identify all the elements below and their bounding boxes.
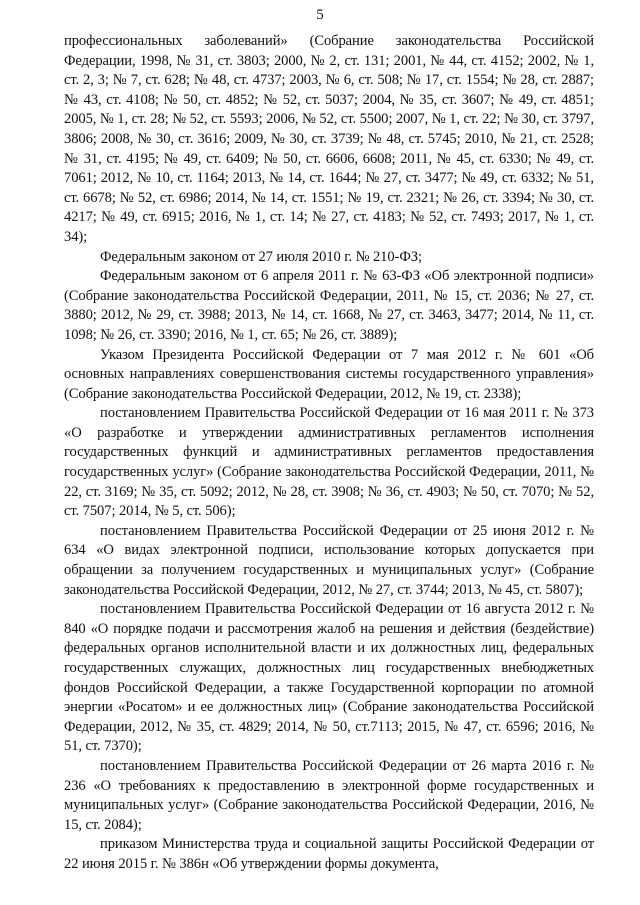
paragraph-continuation: профессиональных заболеваний» (Собрание законодательства Российской Федерации, 1998, № 31, ст. 3803; 2000, № 2, ст. 131; 2001, № 44, ст. 4152; 2002, № 1, ст. 2, 3; № 7, ст. 628; № 48, ст. 4737; 2003, № 6, ст. 508; № 17, ст. 1554; № 28, ст. 2887; № 43, ст. 4108; № 50, ст. 4852; № 52, ст. 5037; 2004, № 35, ст. 3607; № 49, ст. 4851; 2005, № 1, ст. 28; № 52, ст. 5593; 2006, № 52, ст. 5500; 2007, № 1, ст. 22; № 30, ст. 3797, 3806; 2008, № 30, ст. 3616; 2009, № 30, ст. 3739; № 48, ст. 5745; 2010, № 21, ст. 2528; № 31, ст. 4195; № 49, ст. 6409; № 50, ст. 6606, 6608; 2011, № 45, ст. 6330; № 49, ст. 7061; 2012, № 10, ст. 1164; 2013, № 14, ст. 1644; № 27, ст. 3477; № 49, ст. 6332; № 51, ст. 6678; № 52, ст. 6986; 2014, № 14, ст. 1551; № 19, ст. 2321; № 26, ст. 3394; № 30, ст. 4217; № 49, ст. 6915; 2016, № 1, ст. 14; № 27, ст. 4183; № 52, ст. 7493; 2017, № 1, ст. 34); [64,33,594,245]
paragraph-resolution-840: постановлением Правительства Российской Федерации от 16 августа 2012 г. № 840 «О порядке подачи и рассмотрения жалоб на решения и действия (бездействие) федеральных органов исполнительной власти и их должностных лиц, федеральных государственных служащих, должностных лиц государственных внебюджетных фондов Российской Федерации, а также Государственной корпорации по атомной энергии «Росатом» и ее должностных лиц» (Собрание законодательства Российской Федерации, 2012, № 35, ст. 4829; 2014, № 50, ст.7113; 2015, № 47, ст. 6596; 2016, № 51, ст. 7370); [64,601,594,755]
paragraph-resolution-373: постановлением Правительства Российской Федерации от 16 мая 2011 г. № 373 «О разработке и утверждении административных регламентов исполнения государственных функций и административных регламентов предоставления государственных услуг» (Собрание законодательства Российской Федерации, 2011, № 22, ст. 3169; № 35, ст. 5092; 2012, № 28, ст. 3908; № 36, ст. 4903; № 50, ст. 7070; № 52, ст. 7507; 2014, № 5, ст. 506); [64,405,594,520]
page-number: 5 [316,7,324,23]
paragraph-presidential-decree-601: Указом Президента Российской Федерации от 7 мая 2012 г. № 601 «Об основных направлениях совершенствования системы государственного управления» (Собрание законодательства Российской Федерации, 2012, № 19, ст. 2338); [64,346,594,402]
paragraph-federal-law-210: Федеральным законом от 27 июля 2010 г. № 210-ФЗ; [100,248,422,265]
paragraph-federal-law-63: Федеральным законом от 6 апреля 2011 г. № 63-ФЗ «Об электронной подписи» (Собрание законодательства Российской Федерации, 2011, № 15, ст. 2036; № 27, ст. 3880; 2012, № 29, ст. 3988; 2013, № 14, ст. 1668, № 27, ст. 3463, 3477; 2014, № 11, ст. 1098; № 26, ст. 3390; 2016, № 1, ст. 65; № 26, ст. 3889); [64,268,594,343]
paragraph-resolution-236: постановлением Правительства Российской Федерации от 26 марта 2016 г. № 236 «О требованиях к предоставлению в электронной форме государственных и муниципальных услуг» (Собрание законодательства Российской Федерации, 2016, № 15, ст. 2084); [64,757,594,833]
paragraph-resolution-634: постановлением Правительства Российской Федерации от 25 июня 2012 г. № 634 «О видах электронной подписи, использование которых допускается при обращении за получением государственных и муниципальных услуг» (Собрание законодательства Российской Федерации, 2012, № 27, ст. 3744; 2013, № 45, ст. 5807); [64,522,594,598]
paragraph-order-386n: приказом Министерства труда и социальной защиты Российской Федерации от 22 июня 2015 г. № 386н «Об утверждении формы документа, [64,836,594,872]
document-body [64,32,594,875]
